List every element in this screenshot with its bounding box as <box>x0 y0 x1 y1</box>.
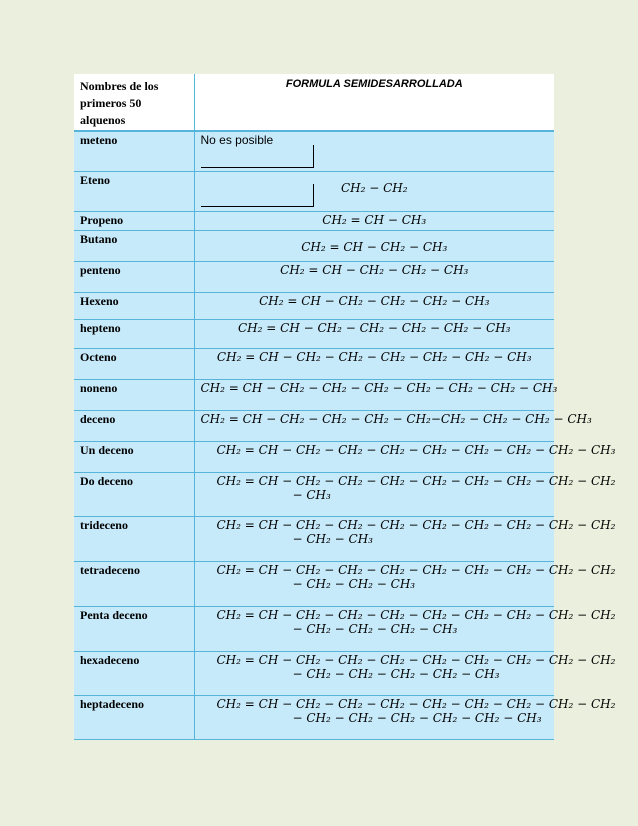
alkene-formula <box>194 606 616 651</box>
table-row <box>74 292 554 319</box>
alkene-name: Eteno <box>74 171 194 211</box>
table-row <box>74 606 554 651</box>
table-row <box>74 131 554 171</box>
alkene-formula: CH₂ = CH − CH₂ − CH₂ − CH₂ − CH₂−CH₂ − CH₂ − CH₂ − CH₃ <box>194 410 554 441</box>
alkene-formula-line-2: − CH₂ − CH₂ − CH₂ − CH₃ <box>292 621 458 636</box>
alkene-name: hexadeceno <box>74 651 194 695</box>
table-row <box>74 319 554 348</box>
alkene-formula: CH₂ = CH − CH₂ − CH₂ − CH₂ − CH₂ − CH₃ <box>194 319 554 348</box>
alkene-name: Penta deceno <box>74 606 194 651</box>
table-row <box>74 261 554 292</box>
alkene-formula-line-2: − CH₂ − CH₂ − CH₂ − CH₂ − CH₂ − CH₃ <box>292 710 542 725</box>
alkene-formula: CH₂ = CH − CH₂ − CH₂ − CH₂ − CH₂ − CH₂ − CH₃ <box>194 348 554 379</box>
alkene-formula: CH₂ = CH − CH₂ − CH₂ − CH₂ − CH₃ <box>194 292 554 319</box>
table-row <box>74 379 554 410</box>
alkene-formula-line-2: − CH₂ − CH₂ − CH₃ <box>292 576 416 591</box>
alkene-formula-line-1: CH₂ = CH − CH₂ − CH₂ − CH₂ − CH₂ − CH₂ − CH₂ − CH₂ − CH₂ <box>216 607 616 622</box>
table-row <box>74 651 554 695</box>
alkene-formula <box>194 472 616 516</box>
alkene-formula-line-1: CH₂ = CH − CH₂ − CH₂ − CH₂ − CH₂ − CH₂ − CH₂ − CH₂ − CH₂ <box>216 473 616 488</box>
alkenes-table <box>74 74 616 740</box>
table-header-row <box>74 74 554 131</box>
alkene-name: Un deceno <box>74 441 194 472</box>
alkene-name: Do deceno <box>74 472 194 516</box>
alkene-formula-line-1: CH₂ = CH − CH₂ − CH₂ − CH₂ − CH₂ − CH₂ − CH₂ − CH₂ − CH₂ <box>216 517 616 532</box>
table-row <box>74 348 554 379</box>
alkene-formula-text: CH₂ − CH₂ <box>340 180 408 195</box>
alkene-formula-text: CH₂ = CH − CH₂ − CH₃ <box>301 239 448 254</box>
alkene-formula <box>194 516 616 561</box>
table-row <box>74 230 554 261</box>
alkene-formula: CH₂ = CH − CH₃ <box>194 211 554 230</box>
table-row <box>74 211 554 230</box>
alkene-formula <box>194 695 616 739</box>
alkene-formula: CH₂ = CH − CH₂ − CH₂ − CH₃ <box>194 261 554 292</box>
alkene-formula: No es posible <box>194 131 554 171</box>
alkene-formula-line-2: − CH₂ − CH₃ <box>292 531 373 546</box>
alkene-name: trideceno <box>74 516 194 561</box>
alkene-name: Butano <box>74 230 194 261</box>
table-row <box>74 171 554 211</box>
alkene-formula-line-2: − CH₃ <box>292 487 331 502</box>
alkene-name: noneno <box>74 379 194 410</box>
table-row <box>74 516 554 561</box>
bracket-line-top <box>201 145 314 168</box>
alkene-name: deceno <box>74 410 194 441</box>
alkene-formula-line-2: − CH₂ − CH₂ − CH₂ − CH₂ − CH₃ <box>292 666 500 681</box>
alkene-name: hepteno <box>74 319 194 348</box>
alkene-formula-line-1: CH₂ = CH − CH₂ − CH₂ − CH₂ − CH₂ − CH₂ − CH₂ − CH₂ − CH₂ <box>216 696 616 711</box>
alkene-name: Hexeno <box>74 292 194 319</box>
alkene-formula: CH₂ = CH − CH₂ − CH₂ − CH₂ − CH₂ − CH₂ − CH₂ − CH₂ − CH₃ <box>194 441 554 472</box>
table-row <box>74 695 554 739</box>
header-formula: FORMULA SEMIDESARROLLADA <box>194 74 554 131</box>
header-names: Nombres de los primeros 50 alquenos <box>74 74 194 131</box>
table-row <box>74 410 554 441</box>
alkene-formula-line-1: CH₂ = CH − CH₂ − CH₂ − CH₂ − CH₂ − CH₂ − CH₂ − CH₂ − CH₂ <box>216 652 616 667</box>
alkene-formula <box>194 651 616 695</box>
alkene-name: Propeno <box>74 211 194 230</box>
alkene-name: penteno <box>74 261 194 292</box>
alkene-name: tetradeceno <box>74 561 194 606</box>
alkene-formula <box>194 561 616 606</box>
bracket-line-bottom <box>201 184 314 207</box>
alkene-name: meteno <box>74 131 194 171</box>
alkene-formula: CH₂ = CH − CH₂ − CH₂ − CH₂ − CH₂ − CH₂ − CH₂ − CH₃ <box>194 379 554 410</box>
alkene-formula-line-1: CH₂ = CH − CH₂ − CH₂ − CH₂ − CH₂ − CH₂ − CH₂ − CH₂ − CH₂ <box>216 562 616 577</box>
table-row <box>74 472 554 516</box>
table-row <box>74 441 554 472</box>
table-row <box>74 561 554 606</box>
alkene-name: heptadeceno <box>74 695 194 739</box>
alkene-name: Octeno <box>74 348 194 379</box>
alkene-formula <box>194 230 554 261</box>
